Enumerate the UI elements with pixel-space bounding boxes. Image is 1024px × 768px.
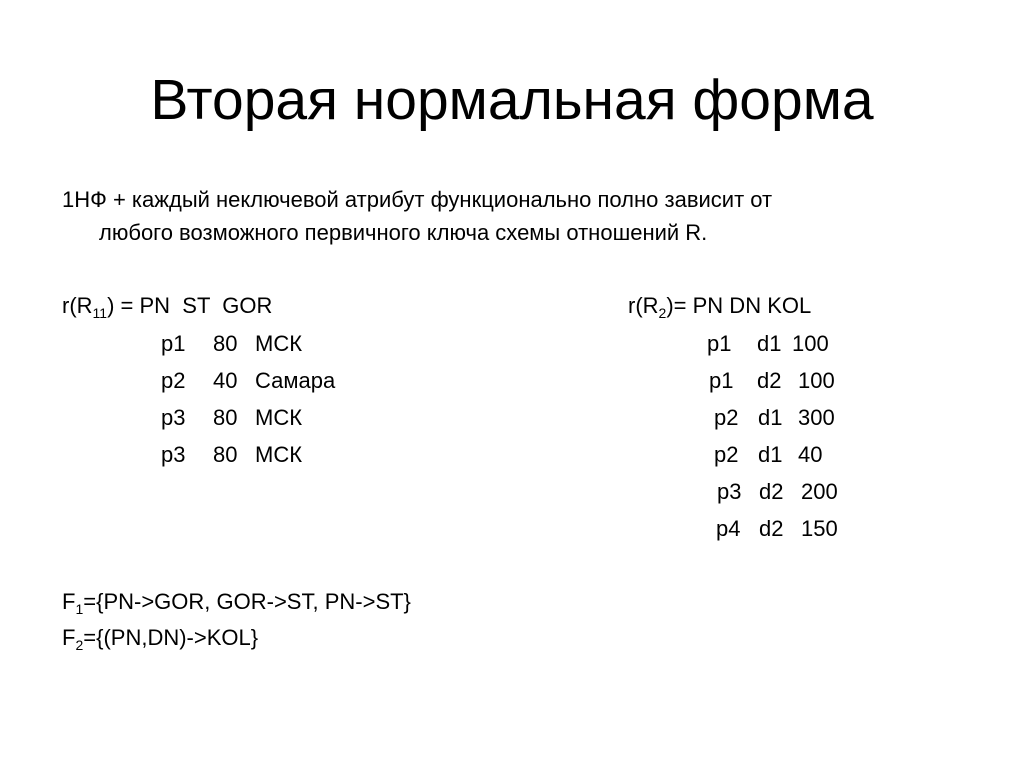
- right-cell: 300: [798, 405, 835, 430]
- left-cell: МСК: [255, 331, 303, 356]
- left-relation-header: [62, 292, 272, 320]
- left-header-prefix: r(R: [62, 293, 93, 318]
- right-cell: 200: [801, 479, 838, 504]
- left-header-suffix: ) = PN ST GOR: [107, 293, 273, 318]
- right-row: [707, 330, 829, 358]
- left-cell: p1: [161, 331, 186, 356]
- right-row: [714, 404, 835, 432]
- right-cell: d2: [759, 516, 784, 541]
- right-row: [714, 441, 822, 469]
- left-row: [161, 367, 335, 395]
- f2-text: ={(PN,DN)->KOL}: [83, 625, 259, 650]
- right-cell: p2: [714, 442, 739, 467]
- left-cell: p3: [161, 405, 186, 430]
- right-cell: p1: [707, 331, 732, 356]
- dependency-f1: [62, 588, 411, 616]
- left-cell: МСК: [255, 405, 303, 430]
- left-header-subscript: 11: [92, 305, 108, 321]
- definition-line-2: любого возможного первичного ключа схемы отношений R.: [99, 220, 708, 245]
- f2-subscript: 2: [75, 637, 84, 653]
- right-cell: d2: [759, 479, 784, 504]
- left-row: [161, 441, 302, 469]
- left-cell: 80: [213, 331, 238, 356]
- f2-letter: F: [62, 625, 76, 650]
- right-cell: d1: [758, 442, 783, 467]
- right-row: [716, 515, 838, 543]
- f1-subscript: 1: [75, 601, 84, 617]
- left-cell: 80: [213, 442, 238, 467]
- right-row: [709, 367, 835, 395]
- right-cell: p1: [709, 368, 734, 393]
- right-relation-header: [628, 292, 811, 320]
- right-cell: p3: [717, 479, 742, 504]
- right-row: [717, 478, 838, 506]
- right-cell: 150: [801, 516, 838, 541]
- right-cell: d1: [757, 331, 782, 356]
- f1-text: ={PN->GOR, GOR->ST, PN->ST}: [83, 589, 411, 614]
- right-cell: 100: [792, 331, 829, 356]
- slide-title: Вторая нормальная форма: [150, 68, 874, 132]
- left-cell: 80: [213, 405, 238, 430]
- right-header-subscript: 2: [658, 305, 667, 321]
- left-cell: p2: [161, 368, 186, 393]
- left-cell: Самара: [255, 368, 336, 393]
- right-cell: d1: [758, 405, 783, 430]
- left-row: [161, 330, 302, 358]
- right-header-prefix: r(R: [628, 293, 659, 318]
- left-cell: p3: [161, 442, 186, 467]
- right-cell: 40: [798, 442, 823, 467]
- left-cell: МСК: [255, 442, 303, 467]
- definition-line-1: 1НФ + каждый неключевой атрибут функционально полно зависит от: [62, 187, 773, 212]
- right-cell: 100: [798, 368, 835, 393]
- dependency-f2: [62, 624, 258, 652]
- right-cell: d2: [757, 368, 782, 393]
- left-cell: 40: [213, 368, 238, 393]
- f1-letter: F: [62, 589, 76, 614]
- right-cell: p4: [716, 516, 741, 541]
- right-header-suffix: )= PN DN KOL: [666, 293, 812, 318]
- right-cell: p2: [714, 405, 739, 430]
- left-row: [161, 404, 302, 432]
